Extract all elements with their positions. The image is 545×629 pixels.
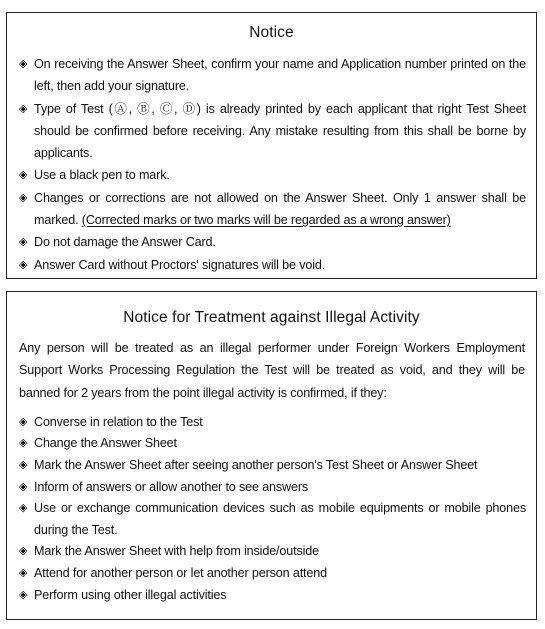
diamond-bullet-icon: ◈ [19,437,28,450]
list-item [19,98,526,165]
illegal-activity-list [7,412,536,606]
list-item [19,164,526,186]
illegal-item-text: Perform using other illegal activities [34,587,227,602]
notice-item-text: Do not damage the Answer Card. [34,235,216,250]
list-item [19,254,526,276]
notice-item-text: Changes or corrections are not allowed on the Answer Sheet. Only 1 answer shall be marked. [34,190,526,228]
diamond-bullet-icon: ◈ [19,567,28,580]
diamond-bullet-icon: ◈ [19,258,28,271]
list-item [19,433,526,455]
list-item [19,187,526,232]
list-item [19,53,526,98]
notice-title: Notice [249,24,294,41]
list-item [19,231,526,253]
diamond-bullet-icon: ◈ [19,545,28,558]
illegal-activity-title: Notice for Treatment against Illegal Activity [123,309,420,326]
illegal-item-text: Use or exchange communication devices such as mobile equipments or mobile phones during the Test. [34,501,526,537]
illegal-item-text: Change the Answer Sheet [34,436,177,451]
list-item [19,455,526,477]
diamond-bullet-icon: ◈ [19,102,28,115]
diamond-bullet-icon: ◈ [19,415,28,428]
diamond-bullet-icon: ◈ [19,169,28,182]
list-item [19,541,526,563]
list-item [19,585,526,607]
diamond-bullet-icon: ◈ [19,480,28,493]
list-item [19,477,526,499]
notice-item-text: Use a black pen to mark. [34,168,170,183]
notice-item-text: On receiving the Answer Sheet, confirm your name and Application number printed on the left, then add your signature. [34,57,526,94]
list-item [19,412,526,434]
list-item [19,563,526,585]
diamond-bullet-icon: ◈ [19,502,28,515]
diamond-bullet-icon: ◈ [19,588,28,601]
illegal-activity-intro: Any person will be treated as an illegal performer under Foreign Workers Employment Support Works Processing Regulation the Test will be treated as void, and they will be banned for 2 years from the point illegal activity is confirmed, if they: [19,341,525,400]
notice-box [6,12,537,279]
illegal-item-text: Converse in relation to the Test [34,414,203,429]
illegal-item-text: Mark the Answer Sheet after seeing another person's Test Sheet or Answer Sheet [34,458,478,473]
list-item [19,498,526,541]
notice-item-text: Answer Card without Proctors' signatures will be void. [34,257,326,272]
diamond-bullet-icon: ◈ [19,236,28,249]
illegal-item-text: Inform of answers or allow another to see answers [34,479,309,494]
illegal-item-text: Attend for another person or let another person attend [34,566,327,581]
diamond-bullet-icon: ◈ [19,191,28,204]
diamond-bullet-icon: ◈ [19,459,28,472]
notice-item-text: Type of Test (Ⓐ, Ⓑ, Ⓒ, Ⓓ) is already printed by each applicant that right Test Sheet should be confirmed before receiving. Any mistake resulting from this shall be borne by applicants. [34,101,526,161]
notice-list [7,53,536,276]
illegal-item-text: Mark the Answer Sheet with help from inside/outside [34,544,319,559]
notice-item-underlined-text: (Corrected marks or two marks will be regarded as a wrong answer) [81,213,451,228]
illegal-activity-box [6,291,537,620]
diamond-bullet-icon: ◈ [19,58,28,70]
